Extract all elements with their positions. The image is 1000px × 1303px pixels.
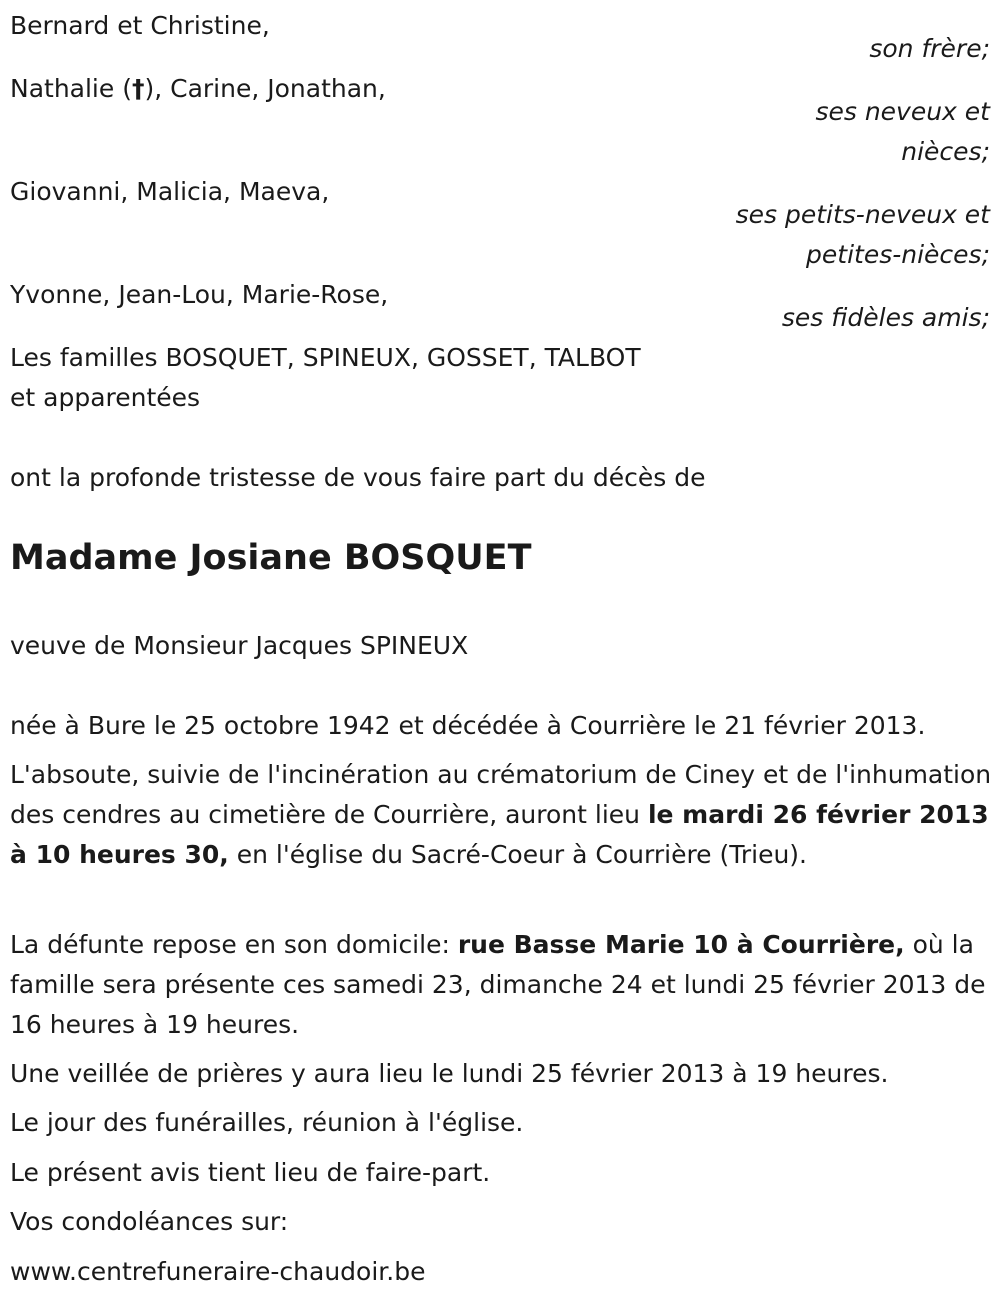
repose-paragraph xyxy=(10,925,995,1045)
funeral-day-text: Le jour des funérailles, réunion à l'église. xyxy=(10,1108,524,1137)
condolences-label: Vos condoléances sur: xyxy=(10,1207,289,1236)
role-nephews-line2: nièces; xyxy=(901,137,990,166)
widow-of: veuve de Monsieur Jacques SPINEUX xyxy=(10,631,469,660)
role-friends: ses fidèles amis; xyxy=(781,303,990,332)
birth-death-dates: née à Bure le 25 octobre 1942 et décédée à Courrière le 21 février 2013. xyxy=(10,711,926,740)
vigil-text: Une veillée de prières y aura lieu le lundi 25 février 2013 à 19 heures. xyxy=(10,1059,889,1088)
names-before-cross: Nathalie ( xyxy=(10,74,132,103)
deceased-name: Madame Josiane BOSQUET xyxy=(10,538,532,578)
role-grandnephews-line1: ses petits-neveux et xyxy=(735,200,990,229)
cross-icon: † xyxy=(131,74,145,103)
repose-address: rue Basse Marie 10 à Courrière, xyxy=(457,930,905,959)
repose-text-after: où la famille sera présente ces samedi 23, dimanche 24 et lundi 25 février 2013 de 16 heures à 19 heures. xyxy=(10,930,986,1039)
ceremony-date: le mardi 26 février 2013 à 10 heures 30, xyxy=(10,800,989,869)
names-after-cross: ), Carine, Jonathan, xyxy=(144,74,386,103)
role-brother: son frère; xyxy=(869,34,990,63)
notice-text: Le présent avis tient lieu de faire-part. xyxy=(10,1158,491,1187)
role-nephews-line1: ses neveux et xyxy=(815,97,990,126)
family-line-families: Les familles BOSQUET, SPINEUX, GOSSET, TALBOT xyxy=(10,343,641,372)
family-line-related: et apparentées xyxy=(10,383,201,412)
family-line-grandnephews: Giovanni, Malicia, Maeva, xyxy=(10,177,330,206)
website-link[interactable]: www.centrefuneraire-chaudoir.be xyxy=(10,1257,426,1286)
family-line-friends: Yvonne, Jean-Lou, Marie-Rose, xyxy=(10,280,389,309)
ceremony-paragraph xyxy=(10,755,995,875)
announcement-text: ont la profonde tristesse de vous faire part du décès de xyxy=(10,463,706,492)
role-grandnephews-line2: petites-nièces; xyxy=(806,240,990,269)
family-line-nephews xyxy=(10,69,386,109)
ceremony-text-after: en l'église du Sacré-Coeur à Courrière (Trieu). xyxy=(228,840,808,869)
ceremony-text-before: L'absoute, suivie de l'incinération au crématorium de Ciney et de l'inhumation des cendres au cimetière de Courrière, auront lieu xyxy=(10,760,992,829)
family-line-brother: Bernard et Christine, xyxy=(10,11,270,40)
repose-text-before: La défunte repose en son domicile: xyxy=(10,930,458,959)
